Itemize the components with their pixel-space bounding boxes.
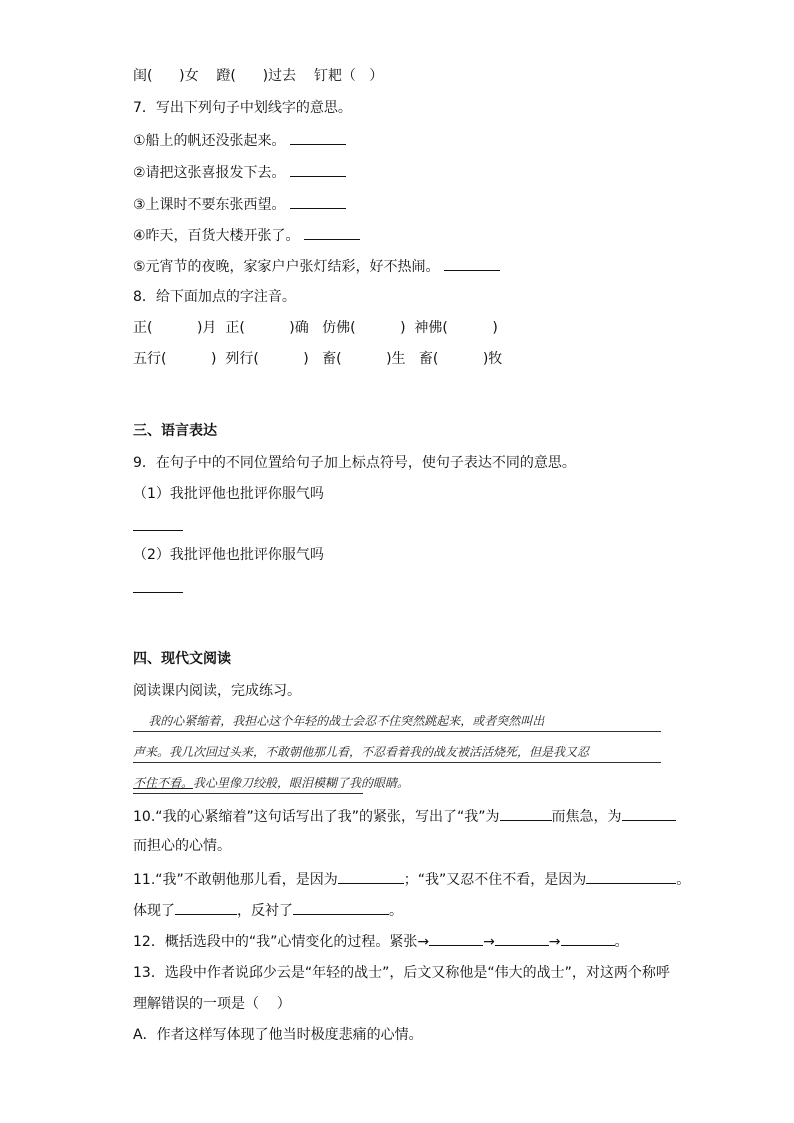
q11-text: ；“我”又忍不住不看，是因为 <box>403 872 587 888</box>
section-3-heading: 三、语言表达 <box>133 423 217 439</box>
question-9-item-1: （1）我批评他也批评你服气吗 <box>133 486 324 502</box>
answer-blank[interactable] <box>500 806 552 821</box>
option-a[interactable]: A．作者这样写体现了他当时极度悲痛的心情。 <box>133 1027 423 1043</box>
q11-text: ，反衬了 <box>237 903 293 919</box>
arrow: → <box>548 934 561 950</box>
question-7-title: 7．写出下列句子中划线字的意思。 <box>133 100 352 116</box>
question-7-item-1 <box>133 130 346 151</box>
reading-instruction: 阅读课内阅读，完成练习。 <box>133 683 301 699</box>
passage-underlined-text: 不住不看。 <box>133 776 194 790</box>
answer-blank[interactable] <box>622 806 676 821</box>
question-8-row-2: 五行( ) 列行( ) 畜( )生 畜( )牧 <box>133 351 503 367</box>
answer-blank[interactable] <box>290 194 346 209</box>
q10-text: 10.“我的心紧缩着”这句话写出了我”的紧张，写出了“我”为 <box>133 809 500 825</box>
arrow: → <box>483 934 495 950</box>
passage-line-2: 声来。我几次回过头来，不敢朝他那儿看，不忍看着我的战友被活活烧死，但是我又忍 <box>133 742 661 763</box>
item-text: ①船上的帆还没张起来。 <box>133 133 286 149</box>
q10-text: 而焦急，为 <box>551 809 622 825</box>
question-9-title: 9．在句子中的不同位置给句子加上标点符号，使句子表达不同的意思。 <box>133 455 576 471</box>
question-8-row-1: 正( )月 正( )确 仿佛( ) 神佛( ) <box>133 320 498 336</box>
question-7-item-5 <box>133 256 500 277</box>
passage-text: 我心里像刀绞般，眼泪模糊了我的眼睛。 <box>193 776 410 790</box>
item-text: ⑤元宵节的夜晚，家家户户张灯结彩，好不热闹。 <box>133 259 440 275</box>
answer-blank[interactable] <box>338 869 404 884</box>
passage-line-1: 我的心紧缩着，我担心这个年轻的战士会忍不住突然跳起来，或者突然叫出 <box>133 711 661 732</box>
answer-blank[interactable] <box>290 162 346 177</box>
q6-tail-row: 闺( )女 蹬( )过去 钉耙（ ） <box>133 68 384 84</box>
item-text: ②请把这张喜报发下去。 <box>133 165 286 181</box>
q11-text: 11.“我”不敢朝他那儿看，是因为 <box>133 872 338 888</box>
answer-blank[interactable] <box>293 900 389 915</box>
item-text: ④昨天，百货大楼开张了。 <box>133 228 300 244</box>
q11-text: 。 <box>389 903 403 919</box>
answer-blank[interactable] <box>561 931 615 946</box>
question-12 <box>133 931 629 952</box>
question-11-line-1 <box>133 869 690 890</box>
question-7-item-3 <box>133 194 346 215</box>
answer-blank[interactable] <box>290 130 346 145</box>
answer-blank[interactable] <box>175 900 237 915</box>
question-7-item-4 <box>133 225 360 246</box>
question-11-line-2 <box>133 900 403 921</box>
question-8-title: 8．给下面加点的字注音。 <box>133 289 296 305</box>
answer-line[interactable] <box>133 592 183 593</box>
question-13-line-2: 理解错误的一项是（ ） <box>133 996 291 1012</box>
question-10-line-2: 而担心的心情。 <box>133 838 231 854</box>
question-9-item-2: （2）我批评他也批评你服气吗 <box>133 547 324 563</box>
passage-line-3 <box>133 773 410 794</box>
answer-blank[interactable] <box>429 931 483 946</box>
question-10-line-1 <box>133 806 676 827</box>
question-7-item-2 <box>133 162 346 183</box>
q12-text: 12．概括选段中的“我”心情变化的过程。紧张→ <box>133 934 430 950</box>
answer-blank[interactable] <box>586 869 676 884</box>
answer-blank[interactable] <box>304 225 360 240</box>
answer-blank[interactable] <box>444 256 500 271</box>
q12-text: 。 <box>614 934 629 950</box>
question-13-line-1: 13．选段中作者说邱少云是“年轻的战士”，后文又称他是“伟大的战士”，对这两个称呼 <box>133 965 670 981</box>
q11-text: 体现了 <box>133 903 175 919</box>
answer-line[interactable] <box>133 530 183 531</box>
answer-blank[interactable] <box>495 931 549 946</box>
section-4-heading: 四、现代文阅读 <box>133 651 231 667</box>
item-text: ③上课时不要东张西望。 <box>133 197 286 213</box>
q11-text: 。 <box>676 872 691 888</box>
